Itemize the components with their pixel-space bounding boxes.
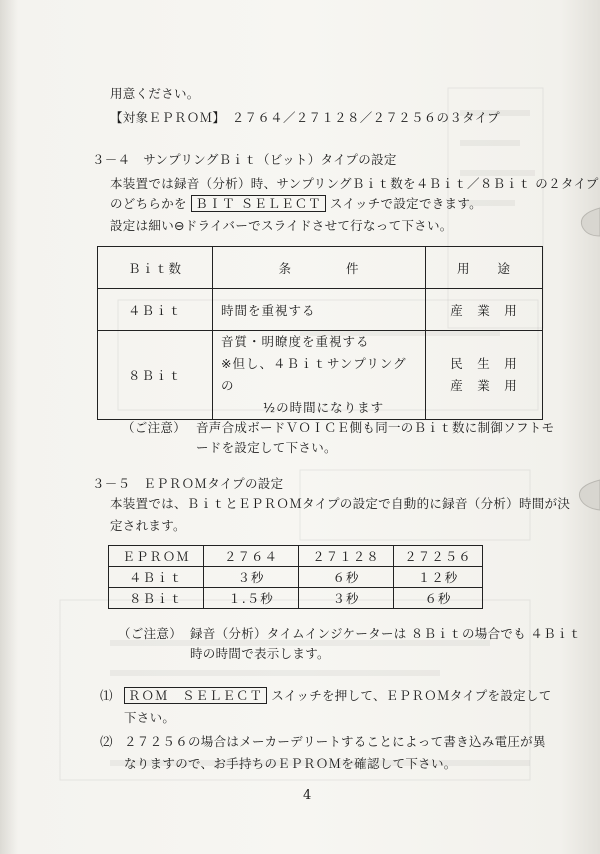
use-cell: 産 業 用 [426,289,543,331]
note-label: （ご注意） [122,420,187,435]
table-cell: １.５秒 [204,588,299,609]
note-label: （ご注意） [118,626,183,641]
target-eprom-list: 【対象ＥＰＲＯＭ】 ２７６４／２７１２８／２７２５６の３タイプ [110,110,500,125]
condition-line: ※但し、４Ｂｉｔサンプリングの [221,356,407,393]
condition-cell [213,331,426,420]
table-header-cell: 条 件 [213,247,426,289]
table-cell: ３秒 [299,588,394,609]
list-text: スイッチを押して、ＥＰＲＯＭタイプを設定して [271,688,552,703]
table-header-row [109,546,483,567]
list-item-2-line2: なりますので、お手持ちのＥＰＲＯＭを確認して下さい。 [124,756,457,771]
list-number: ⑵ [100,734,113,749]
table-header-cell: ２７６４ [204,546,299,567]
table-header-cell: ２７１２８ [299,546,394,567]
note-line: 録音（分析）タイムインジケーターは ８Ｂｉｔの場合でも ４Ｂｉｔ [190,626,582,641]
table-row [98,331,543,420]
note-line: ードを設定して下さい。 [196,440,337,455]
table-header-cell: 用 途 [426,247,543,289]
table-row [109,588,483,609]
list-number: ⑴ [100,688,113,703]
intro-line: 用意ください。 [110,86,200,101]
section-3-5-paragraph-line1: 本装置では、ＢｉｔとＥＰＲＯＭタイプの設定で自動的に録音（分析）時間が決 [110,496,571,511]
list-item-1-line1 [124,688,552,704]
section-3-5-paragraph-line2: 定されます。 [110,518,186,533]
condition-cell: 時間を重視する [213,289,426,331]
table-cell: ４Ｂｉｔ [109,567,204,588]
page-number: 4 [303,788,312,803]
condition-line: ½の時間になります [263,400,385,415]
section-3-5-heading: ３－５ ＥＰＲＯＭタイプの設定 [92,476,284,491]
note-line: 時の時間で表示します。 [190,646,330,661]
table-cell: ３秒 [204,567,299,588]
paragraph-text: のどちらかを [110,196,187,211]
table-cell: ６秒 [394,588,483,609]
table-row [98,289,543,331]
table-cell: ８Ｂｉｔ [109,588,204,609]
bit-cell: ８Ｂｉｔ [98,331,213,420]
table-header-cell: ２７２５６ [394,546,483,567]
eprom-time-table [108,545,483,609]
list-item-1-line2: 下さい。 [124,710,176,725]
use-line: 民 生 用 [450,356,518,371]
bit-cell: ４Ｂｉｔ [98,289,213,331]
condition-line: 音質・明瞭度を重視する [221,334,370,349]
bit-select-switch-label: ＢＩＴ ＳＥＬＥＣＴ [191,195,325,212]
paragraph-text: スイッチで設定できます。 [329,196,482,211]
note-line: 音声合成ボードＶＯＩＣＥ側も同一のＢｉｔ数に制御ソフトモ [196,420,555,435]
section-3-4-heading: ３－４ サンプリングＢｉｔ（ビット）タイプの設定 [92,152,397,167]
table-row [109,567,483,588]
table-header-row [98,247,543,289]
use-line: 産 業 用 [450,378,518,393]
bit-type-table [97,246,543,420]
table-cell: １２秒 [394,567,483,588]
list-item-2-line1: ２７２５６の場合はメーカーデリートすることによって書き込み電圧が異 [124,734,546,749]
table-header-cell: ＥＰＲＯＭ [109,546,204,567]
section-3-4-paragraph-line3: 設定は細い⊖ドライバーでスライドさせて行なって下さい。 [110,218,453,233]
use-cell [426,331,543,420]
section-3-4-paragraph-line2 [110,196,482,212]
table-cell: ６秒 [299,567,394,588]
table-header-cell: Ｂｉｔ数 [98,247,213,289]
section-3-4-paragraph-line1: 本装置では録音（分析）時、サンプリングＢｉｔ数を４Ｂｉｔ／８Ｂｉｔ の２タイプ [110,176,599,191]
rom-select-switch-label: ＲＯＭ ＳＥＬＥＣＴ [124,687,267,704]
